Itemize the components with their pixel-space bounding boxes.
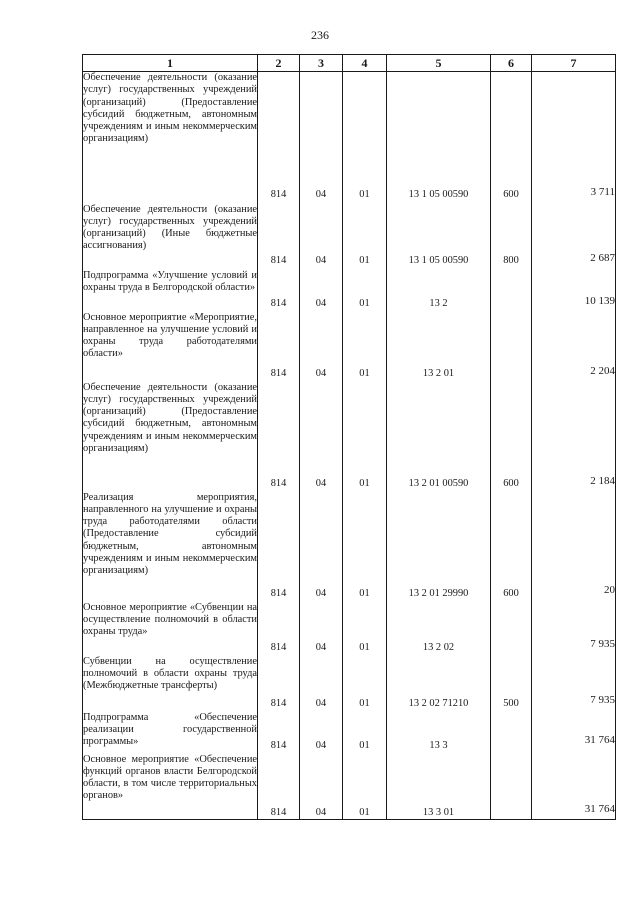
row-code-2: 814	[258, 492, 300, 602]
row-code-2: 814	[258, 712, 300, 754]
row-code-4: 01	[343, 754, 387, 820]
row-amount: 2 204	[532, 312, 616, 382]
row-code-5: 13 1 05 00590	[387, 72, 491, 204]
table-row	[83, 270, 616, 312]
row-name: Основное мероприятие «Обеспечение функций органов власти Белгородской области, в том числе территориальных органов»	[83, 754, 258, 820]
row-name: Обеспечение деятельности (оказание услуг) государственных учреждений (организаций) (Предоставление субсидий бюджетным, автономным учреждениям и иным некоммерческим организациям)	[83, 382, 258, 492]
row-code-5: 13 2 01 29990	[387, 492, 491, 602]
table-row	[83, 312, 616, 382]
table-row	[83, 382, 616, 492]
row-code-6: 500	[491, 656, 532, 712]
row-name: Обеспечение деятельности (оказание услуг) государственных учреждений (организаций) (Предоставление субсидий бюджетным, автономным учреждениям и иным некоммерческим организациям)	[83, 72, 258, 204]
row-code-5: 13 2 02	[387, 602, 491, 656]
row-code-4: 01	[343, 712, 387, 754]
row-code-3: 04	[300, 492, 343, 602]
row-code-6: 600	[491, 492, 532, 602]
row-name: Основное мероприятие «Субвенции на осуществление полномочий в области охраны труда»	[83, 602, 258, 656]
row-code-2: 814	[258, 602, 300, 656]
page-number: 236	[311, 28, 329, 42]
row-code-4: 01	[343, 492, 387, 602]
row-amount: 31 764	[532, 754, 616, 820]
row-code-4: 01	[343, 656, 387, 712]
table-row	[83, 72, 616, 204]
row-code-2: 814	[258, 312, 300, 382]
row-code-5: 13 2 02 71210	[387, 656, 491, 712]
row-name: Основное мероприятие «Мероприятие, направленное на улучшение условий и охраны труда работодателями области»	[83, 312, 258, 382]
table-row	[83, 204, 616, 270]
table-row	[83, 656, 616, 712]
row-code-5: 13 3	[387, 712, 491, 754]
row-code-6	[491, 602, 532, 656]
column-header-1: 1	[83, 55, 258, 72]
row-code-6: 600	[491, 72, 532, 204]
column-header-3: 3	[300, 55, 343, 72]
column-header-2: 2	[258, 55, 300, 72]
row-amount: 2 687	[532, 204, 616, 270]
row-amount: 7 935	[532, 602, 616, 656]
column-header-6: 6	[491, 55, 532, 72]
table-row	[83, 754, 616, 820]
row-code-2: 814	[258, 754, 300, 820]
column-header-4: 4	[343, 55, 387, 72]
row-code-4: 01	[343, 312, 387, 382]
row-code-2: 814	[258, 270, 300, 312]
row-amount: 20	[532, 492, 616, 602]
row-code-4: 01	[343, 72, 387, 204]
row-code-5: 13 2	[387, 270, 491, 312]
table-row	[83, 602, 616, 656]
row-code-3: 04	[300, 204, 343, 270]
row-code-6	[491, 312, 532, 382]
table-header-row	[83, 55, 616, 72]
row-code-3: 04	[300, 312, 343, 382]
table-row	[83, 492, 616, 602]
budget-table	[82, 54, 616, 820]
row-name: Обеспечение деятельности (оказание услуг) государственных учреждений (организаций) (Иные бюджетные ассигнования)	[83, 204, 258, 270]
row-amount: 7 935	[532, 656, 616, 712]
row-code-5: 13 2 01	[387, 312, 491, 382]
row-name: Подпрограмма «Улучшение условий и охраны труда в Белгородской области»	[83, 270, 258, 312]
row-code-5: 13 1 05 00590	[387, 204, 491, 270]
row-code-3: 04	[300, 712, 343, 754]
row-code-6	[491, 712, 532, 754]
row-code-3: 04	[300, 602, 343, 656]
row-code-4: 01	[343, 270, 387, 312]
row-code-3: 04	[300, 754, 343, 820]
row-code-2: 814	[258, 204, 300, 270]
row-code-6: 600	[491, 382, 532, 492]
row-code-6: 800	[491, 204, 532, 270]
table-row	[83, 712, 616, 754]
row-amount: 2 184	[532, 382, 616, 492]
row-amount: 31 764	[532, 712, 616, 754]
row-code-3: 04	[300, 72, 343, 204]
row-code-2: 814	[258, 656, 300, 712]
row-amount: 10 139	[532, 270, 616, 312]
row-code-6	[491, 754, 532, 820]
row-code-2: 814	[258, 72, 300, 204]
row-code-4: 01	[343, 204, 387, 270]
row-code-6	[491, 270, 532, 312]
row-code-4: 01	[343, 382, 387, 492]
row-code-5: 13 2 01 00590	[387, 382, 491, 492]
column-header-5: 5	[387, 55, 491, 72]
row-name: Реализация мероприятия, направленного на улучшение и охраны труда работодателями области (Предоставление субсидий бюджетным, автономным учреждениям и иным некоммерческим организациям)	[83, 492, 258, 602]
row-code-3: 04	[300, 270, 343, 312]
row-code-3: 04	[300, 382, 343, 492]
row-code-3: 04	[300, 656, 343, 712]
row-name: Субвенции на осуществление полномочий в области охраны труда (Межбюджетные трансферты)	[83, 656, 258, 712]
column-header-7: 7	[532, 55, 616, 72]
row-amount: 3 711	[532, 72, 616, 204]
row-code-2: 814	[258, 382, 300, 492]
row-code-4: 01	[343, 602, 387, 656]
row-code-5: 13 3 01	[387, 754, 491, 820]
row-name: Подпрограмма «Обеспечение реализации государственной программы»	[83, 712, 258, 754]
